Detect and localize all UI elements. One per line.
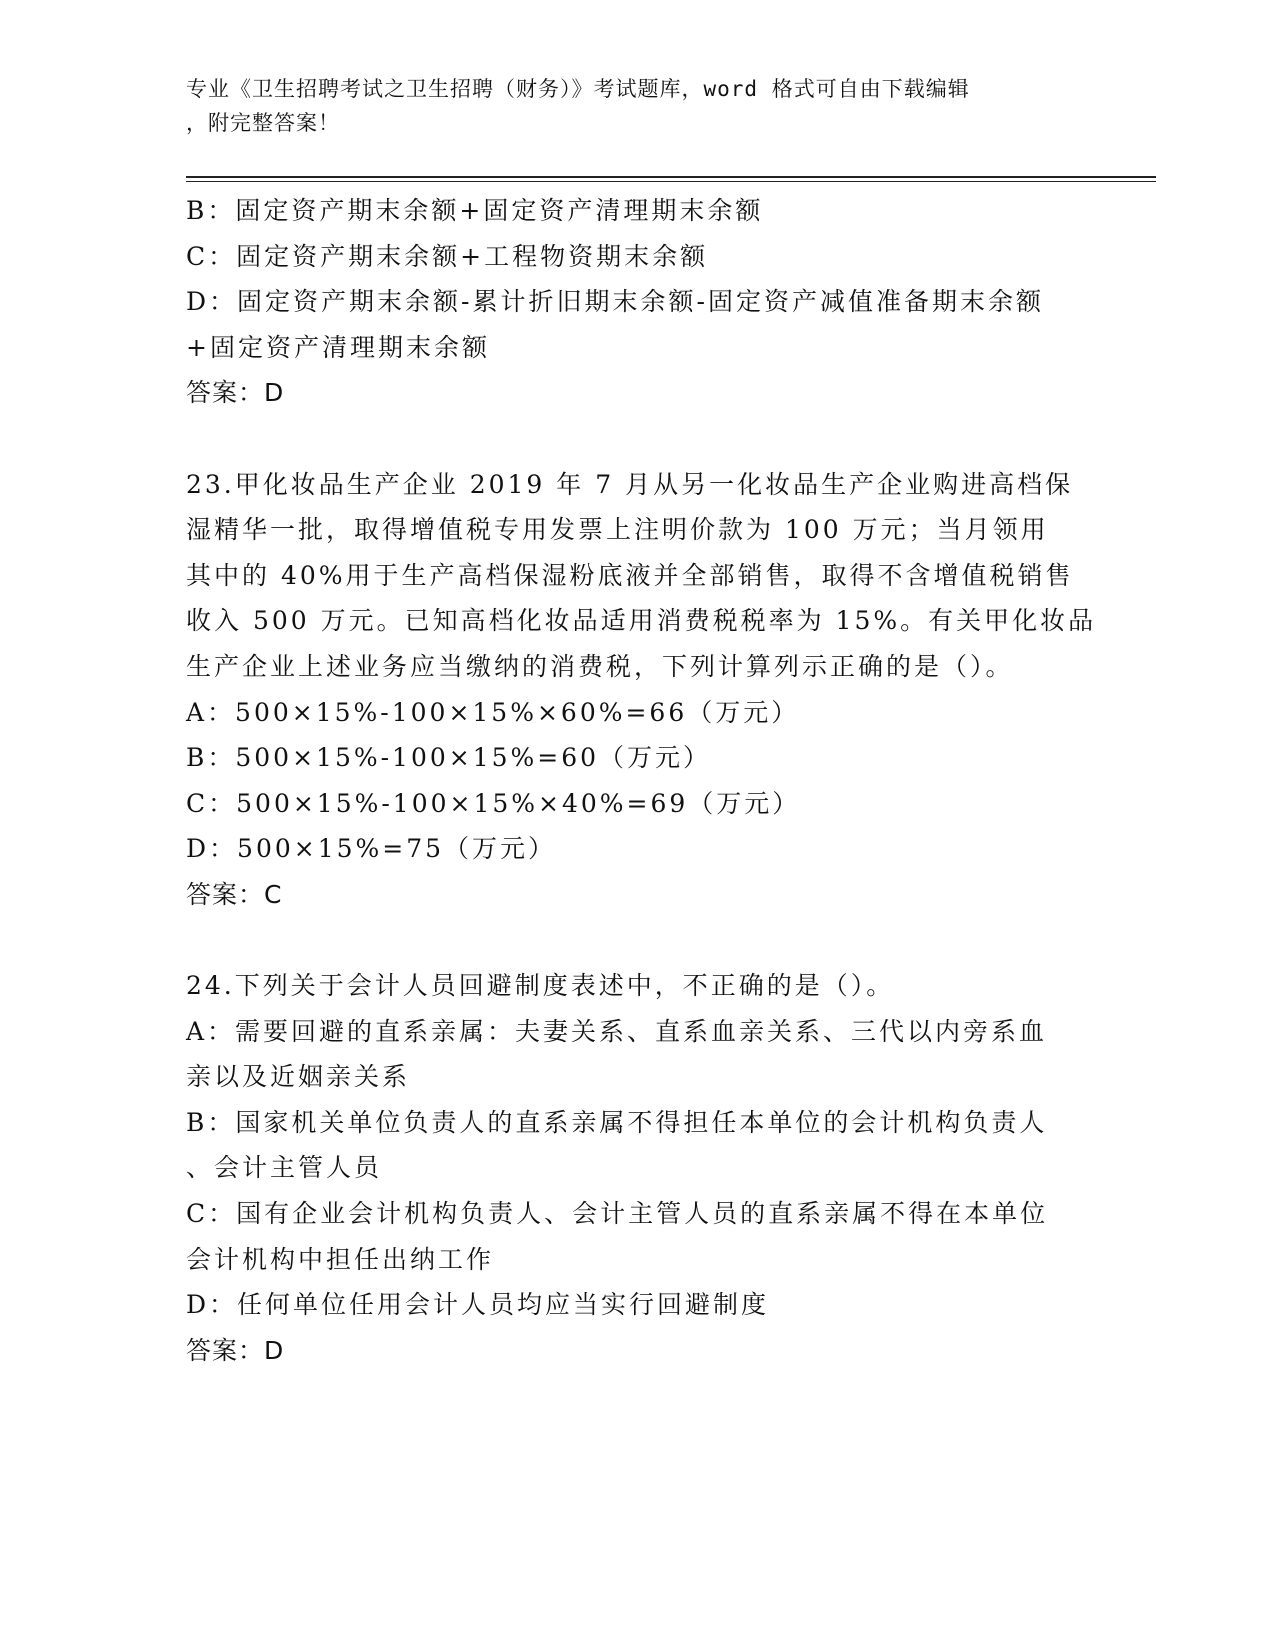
question-stem-line: 23.甲化妆品生产企业 2019 年 7 月从另一化妆品生产企业购进高档保 xyxy=(186,469,1074,499)
spacer xyxy=(186,416,1076,462)
question-stem-line: 生产企业上述业务应当缴纳的消费税，下列计算列示正确的是（）。 xyxy=(186,651,1014,681)
header-line-2: ，附完整答案！ xyxy=(186,111,340,135)
option-a: A：需要回避的直系亲属：夫妻关系、直系血亲关系、三代以内旁系血 xyxy=(186,1016,1048,1046)
option-d-continued: +固定资产清理期末余额 xyxy=(186,332,490,362)
option-b: B：国家机关单位负责人的直系亲属不得担任本单位的会计机构负责人 xyxy=(186,1107,1048,1137)
option-c: C：500×15%-100×15%×40%=69（万元） xyxy=(186,788,801,818)
question-stem-line: 收入 500 万元。已知高档化妆品适用消费税税率为 15%。有关甲化妆品 xyxy=(186,606,1097,636)
option-b: B：固定资产期末余额+固定资产清理期末余额 xyxy=(186,196,764,225)
question-23 xyxy=(186,462,1097,918)
option-b: B：500×15%-100×15%=60（万元） xyxy=(186,743,712,773)
option-d: D：任何单位任用会计人员均应当实行回避制度 xyxy=(186,1290,770,1320)
question-24 xyxy=(186,963,1076,1373)
answer-line: 答案：D xyxy=(186,378,285,408)
answer-line: 答案：C xyxy=(186,879,283,909)
spacer xyxy=(186,918,1076,964)
option-c: C：固定资产期末余额+工程物资期末余额 xyxy=(186,241,709,271)
answer-line: 答案：D xyxy=(186,1335,285,1365)
question-stem-line: 其中的 40%用于生产高档保湿粉底液并全部销售，取得不含增值税销售 xyxy=(186,560,1074,590)
option-a-continued: 亲以及近姻亲关系 xyxy=(186,1062,411,1092)
option-c: C：国有企业会计机构负责人、会计主管人员的直系亲属不得在本单位 xyxy=(186,1199,1049,1229)
option-a: A：500×15%-100×15%×60%=66（万元） xyxy=(186,697,800,727)
document-body xyxy=(186,188,1097,1373)
option-c-continued: 会计机构中担任出纳工作 xyxy=(186,1244,495,1274)
option-b-continued: 、会计主管人员 xyxy=(186,1153,383,1183)
question-block-previous xyxy=(186,188,1076,416)
header-rule xyxy=(186,176,1156,182)
question-stem-line: 湿精华一批，取得增值税专用发票上注明价款为 100 万元；当月领用 xyxy=(186,515,1049,545)
page-header xyxy=(186,72,1066,140)
header-line-1: 专业《卫生招聘考试之卫生招聘（财务）》考试题库，word 格式可自由下载编辑 xyxy=(186,77,970,101)
option-d: D：固定资产期末余额-累计折旧期末余额-固定资产减值准备期末余额 xyxy=(186,287,1044,317)
question-stem-line: 24.下列关于会计人员回避制度表述中，不正确的是（）。 xyxy=(186,971,895,1001)
option-d: D：500×15%=75（万元） xyxy=(186,834,557,864)
